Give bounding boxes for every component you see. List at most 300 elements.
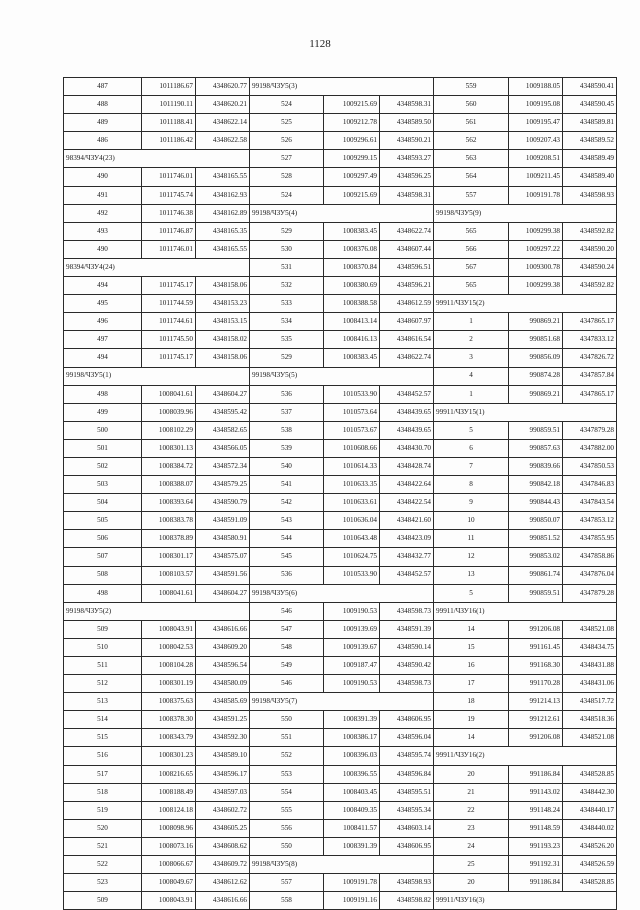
x-coordinate-cell: 990856.09	[509, 349, 563, 367]
x-coordinate-cell: 991192.31	[509, 856, 563, 874]
x-coordinate-cell: 1008396.03	[324, 747, 380, 765]
y-coordinate-cell: 4348596.17	[196, 765, 250, 783]
table-row	[64, 385, 617, 403]
parcel-label-cell: 99911/ЧЗУ16(2)	[434, 747, 617, 765]
x-coordinate-cell: 1008393.64	[142, 494, 196, 512]
x-coordinate-cell: 991148.59	[509, 819, 563, 837]
x-coordinate-cell: 991206.08	[509, 620, 563, 638]
y-coordinate-cell: 4348162.89	[196, 204, 250, 222]
x-coordinate-cell: 1008409.35	[324, 801, 380, 819]
point-number-cell: 500	[64, 421, 142, 439]
x-coordinate-cell: 1008124.18	[142, 801, 196, 819]
table-row	[64, 240, 617, 258]
table-row	[64, 711, 617, 729]
point-number-cell: 513	[64, 693, 142, 711]
x-coordinate-cell: 991212.61	[509, 711, 563, 729]
y-coordinate-cell: 4348580.91	[196, 530, 250, 548]
point-number-cell: 502	[64, 457, 142, 475]
x-coordinate-cell: 991206.08	[509, 729, 563, 747]
x-coordinate-cell: 1008041.61	[142, 385, 196, 403]
y-coordinate-cell: 4348165.55	[196, 240, 250, 258]
y-coordinate-cell: 4348620.77	[196, 78, 250, 96]
point-number-cell: 21	[434, 783, 509, 801]
point-number-cell: 507	[64, 548, 142, 566]
point-number-cell: 546	[250, 675, 324, 693]
point-number-cell: 526	[250, 132, 324, 150]
y-coordinate-cell: 4348589.49	[563, 150, 617, 168]
y-coordinate-cell: 4348162.93	[196, 186, 250, 204]
point-number-cell: 5	[434, 584, 509, 602]
x-coordinate-cell: 1010533.90	[324, 385, 380, 403]
point-number-cell: 547	[250, 620, 324, 638]
point-number-cell: 493	[64, 222, 142, 240]
y-coordinate-cell: 4348622.74	[380, 222, 434, 240]
table-row	[64, 657, 617, 675]
x-coordinate-cell: 1008098.96	[142, 819, 196, 837]
point-number-cell: 548	[250, 638, 324, 656]
x-coordinate-cell: 990853.02	[509, 548, 563, 566]
parcel-label-cell: 99911/ЧЗУ16(1)	[434, 602, 617, 620]
point-number-cell: 10	[434, 512, 509, 530]
table-row	[64, 512, 617, 530]
x-coordinate-cell: 1008039.96	[142, 403, 196, 421]
x-coordinate-cell: 1009195.08	[509, 96, 563, 114]
table-row	[64, 277, 617, 295]
point-number-cell: 521	[64, 837, 142, 855]
y-coordinate-cell: 4348593.27	[380, 150, 434, 168]
y-coordinate-cell: 4348598.31	[380, 186, 434, 204]
point-number-cell: 534	[250, 313, 324, 331]
y-coordinate-cell: 4347855.95	[563, 530, 617, 548]
table-row	[64, 783, 617, 801]
x-coordinate-cell: 1010633.61	[324, 494, 380, 512]
y-coordinate-cell: 4348165.35	[196, 222, 250, 240]
point-number-cell: 518	[64, 783, 142, 801]
x-coordinate-cell: 1010573.64	[324, 403, 380, 421]
x-coordinate-cell: 1008416.13	[324, 331, 380, 349]
point-number-cell: 2	[434, 331, 509, 349]
y-coordinate-cell: 4348158.06	[196, 277, 250, 295]
y-coordinate-cell: 4347865.17	[563, 385, 617, 403]
point-number-cell: 538	[250, 421, 324, 439]
x-coordinate-cell: 1009299.38	[509, 277, 563, 295]
point-number-cell: 537	[250, 403, 324, 421]
y-coordinate-cell: 4348440.17	[563, 801, 617, 819]
point-number-cell: 556	[250, 819, 324, 837]
table-row	[64, 96, 617, 114]
point-number-cell: 532	[250, 277, 324, 295]
x-coordinate-cell: 1009299.38	[509, 222, 563, 240]
y-coordinate-cell: 4348609.72	[196, 856, 250, 874]
y-coordinate-cell: 4348612.59	[380, 295, 434, 313]
y-coordinate-cell: 4348432.77	[380, 548, 434, 566]
x-coordinate-cell: 990857.63	[509, 439, 563, 457]
x-coordinate-cell: 1009215.69	[324, 96, 380, 114]
point-number-cell: 530	[250, 240, 324, 258]
table-row	[64, 349, 617, 367]
x-coordinate-cell: 991148.24	[509, 801, 563, 819]
table-row	[64, 186, 617, 204]
x-coordinate-cell: 1009211.45	[509, 168, 563, 186]
table-row	[64, 765, 617, 783]
point-number-cell: 520	[64, 819, 142, 837]
point-number-cell: 509	[64, 620, 142, 638]
point-number-cell: 557	[434, 186, 509, 204]
table-row	[64, 620, 617, 638]
point-number-cell: 18	[434, 693, 509, 711]
point-number-cell: 506	[64, 530, 142, 548]
y-coordinate-cell: 4348591.25	[196, 711, 250, 729]
table-row	[64, 638, 617, 656]
x-coordinate-cell: 990844.43	[509, 494, 563, 512]
point-number-cell: 510	[64, 638, 142, 656]
x-coordinate-cell: 1009191.78	[324, 874, 380, 892]
parcel-label-cell: 99198/ЧЗУ5(6)	[250, 584, 434, 602]
table-row	[64, 837, 617, 855]
x-coordinate-cell: 1009207.43	[509, 132, 563, 150]
y-coordinate-cell: 4348442.30	[563, 783, 617, 801]
y-coordinate-cell: 4348421.60	[380, 512, 434, 530]
point-number-cell: 15	[434, 638, 509, 656]
parcel-label-cell: 99198/ЧЗУ5(8)	[250, 856, 434, 874]
x-coordinate-cell: 1008375.63	[142, 693, 196, 711]
parcel-label-cell: 99911/ЧЗУ16(3)	[434, 892, 617, 910]
y-coordinate-cell: 4347879.28	[563, 421, 617, 439]
point-number-cell: 533	[250, 295, 324, 313]
y-coordinate-cell: 4348423.09	[380, 530, 434, 548]
point-number-cell: 539	[250, 439, 324, 457]
point-number-cell: 524	[250, 186, 324, 204]
x-coordinate-cell: 1008301.13	[142, 439, 196, 457]
point-number-cell: 555	[250, 801, 324, 819]
point-number-cell: 565	[434, 277, 509, 295]
y-coordinate-cell: 4348590.41	[563, 78, 617, 96]
point-number-cell: 494	[64, 277, 142, 295]
y-coordinate-cell: 4348598.73	[380, 675, 434, 693]
table-row	[64, 258, 617, 276]
y-coordinate-cell: 4348622.74	[380, 349, 434, 367]
x-coordinate-cell: 990859.51	[509, 584, 563, 602]
x-coordinate-cell: 990850.07	[509, 512, 563, 530]
y-coordinate-cell: 4348595.51	[380, 783, 434, 801]
table-row	[64, 313, 617, 331]
y-coordinate-cell: 4348590.45	[563, 96, 617, 114]
x-coordinate-cell: 1008391.39	[324, 711, 380, 729]
y-coordinate-cell: 4348598.93	[380, 874, 434, 892]
x-coordinate-cell: 1010624.75	[324, 548, 380, 566]
x-coordinate-cell: 990869.21	[509, 385, 563, 403]
point-number-cell: 488	[64, 96, 142, 114]
y-coordinate-cell: 4348158.06	[196, 349, 250, 367]
point-number-cell: 517	[64, 765, 142, 783]
parcel-label-cell: 99198/ЧЗУ5(1)	[64, 367, 250, 385]
x-coordinate-cell: 1008301.23	[142, 747, 196, 765]
point-number-cell: 25	[434, 856, 509, 874]
point-number-cell: 505	[64, 512, 142, 530]
y-coordinate-cell: 4348589.40	[563, 168, 617, 186]
point-number-cell: 567	[434, 258, 509, 276]
table-row	[64, 204, 617, 222]
x-coordinate-cell: 1008413.14	[324, 313, 380, 331]
y-coordinate-cell: 4348605.25	[196, 819, 250, 837]
x-coordinate-cell: 1010643.48	[324, 530, 380, 548]
y-coordinate-cell: 4348604.27	[196, 584, 250, 602]
point-number-cell: 554	[250, 783, 324, 801]
y-coordinate-cell: 4348590.42	[380, 657, 434, 675]
point-number-cell: 489	[64, 114, 142, 132]
x-coordinate-cell: 1011746.38	[142, 204, 196, 222]
x-coordinate-cell: 1008043.91	[142, 892, 196, 910]
point-number-cell: 9	[434, 494, 509, 512]
x-coordinate-cell: 1009296.61	[324, 132, 380, 150]
point-number-cell: 542	[250, 494, 324, 512]
point-number-cell: 514	[64, 711, 142, 729]
x-coordinate-cell: 991170.28	[509, 675, 563, 693]
y-coordinate-cell: 4348590.24	[563, 258, 617, 276]
x-coordinate-cell: 1008042.53	[142, 638, 196, 656]
table-row	[64, 548, 617, 566]
y-coordinate-cell: 4348428.74	[380, 457, 434, 475]
y-coordinate-cell: 4348622.58	[196, 132, 250, 150]
x-coordinate-cell: 1008391.39	[324, 837, 380, 855]
point-number-cell: 17	[434, 675, 509, 693]
x-coordinate-cell: 1008103.57	[142, 566, 196, 584]
y-coordinate-cell: 4348598.73	[380, 602, 434, 620]
y-coordinate-cell: 4348579.25	[196, 476, 250, 494]
table-row	[64, 693, 617, 711]
point-number-cell: 509	[64, 892, 142, 910]
x-coordinate-cell: 1009190.53	[324, 675, 380, 693]
y-coordinate-cell: 4348590.14	[380, 638, 434, 656]
y-coordinate-cell: 4348598.82	[380, 892, 434, 910]
y-coordinate-cell: 4348603.14	[380, 819, 434, 837]
x-coordinate-cell: 1008104.28	[142, 657, 196, 675]
y-coordinate-cell: 4348607.44	[380, 240, 434, 258]
x-coordinate-cell: 1008384.72	[142, 457, 196, 475]
x-coordinate-cell: 1008378.89	[142, 530, 196, 548]
y-coordinate-cell: 4348591.56	[196, 566, 250, 584]
y-coordinate-cell: 4347879.28	[563, 584, 617, 602]
x-coordinate-cell: 1009188.05	[509, 78, 563, 96]
x-coordinate-cell: 991143.02	[509, 783, 563, 801]
parcel-label-cell: 98394/ЧЗУ4(23)	[64, 150, 250, 168]
parcel-label-cell: 99198/ЧЗУ5(2)	[64, 602, 250, 620]
y-coordinate-cell: 4348607.97	[380, 313, 434, 331]
y-coordinate-cell: 4348622.14	[196, 114, 250, 132]
parcel-label-cell: 99198/ЧЗУ5(5)	[250, 367, 434, 385]
point-number-cell: 22	[434, 801, 509, 819]
x-coordinate-cell: 990842.18	[509, 476, 563, 494]
x-coordinate-cell: 991161.45	[509, 638, 563, 656]
y-coordinate-cell: 4348620.21	[196, 96, 250, 114]
page-number: 1128	[309, 38, 331, 50]
x-coordinate-cell: 1010608.66	[324, 439, 380, 457]
table-row	[64, 675, 617, 693]
x-coordinate-cell: 1009208.51	[509, 150, 563, 168]
y-coordinate-cell: 4348590.21	[380, 132, 434, 150]
y-coordinate-cell: 4348430.70	[380, 439, 434, 457]
point-number-cell: 1	[434, 313, 509, 331]
y-coordinate-cell: 4348153.23	[196, 295, 250, 313]
table-body	[64, 78, 617, 910]
point-number-cell: 24	[434, 837, 509, 855]
y-coordinate-cell: 4348616.66	[196, 620, 250, 638]
point-number-cell: 4	[434, 367, 509, 385]
point-number-cell: 492	[64, 204, 142, 222]
y-coordinate-cell: 4348591.39	[380, 620, 434, 638]
y-coordinate-cell: 4348572.34	[196, 457, 250, 475]
point-number-cell: 487	[64, 78, 142, 96]
y-coordinate-cell: 4348596.84	[380, 765, 434, 783]
y-coordinate-cell: 4348595.74	[380, 747, 434, 765]
y-coordinate-cell: 4348591.09	[196, 512, 250, 530]
table-row	[64, 892, 617, 910]
x-coordinate-cell: 1011746.87	[142, 222, 196, 240]
y-coordinate-cell: 4348439.65	[380, 403, 434, 421]
point-number-cell: 14	[434, 620, 509, 638]
table-row	[64, 114, 617, 132]
y-coordinate-cell: 4347882.00	[563, 439, 617, 457]
y-coordinate-cell: 4348592.30	[196, 729, 250, 747]
y-coordinate-cell: 4348598.93	[563, 186, 617, 204]
x-coordinate-cell: 1009191.78	[509, 186, 563, 204]
table-row	[64, 602, 617, 620]
y-coordinate-cell: 4347850.53	[563, 457, 617, 475]
table-row	[64, 439, 617, 457]
point-number-cell: 558	[250, 892, 324, 910]
table-row	[64, 168, 617, 186]
point-number-cell: 536	[250, 566, 324, 584]
x-coordinate-cell: 1009190.53	[324, 602, 380, 620]
x-coordinate-cell: 990869.21	[509, 313, 563, 331]
parcel-label-cell: 99198/ЧЗУ5(3)	[250, 78, 434, 96]
table-row	[64, 856, 617, 874]
y-coordinate-cell: 4347853.12	[563, 512, 617, 530]
point-number-cell: 549	[250, 657, 324, 675]
point-number-cell: 515	[64, 729, 142, 747]
x-coordinate-cell: 1011745.17	[142, 277, 196, 295]
y-coordinate-cell: 4348585.69	[196, 693, 250, 711]
x-coordinate-cell: 1011744.61	[142, 313, 196, 331]
point-number-cell: 540	[250, 457, 324, 475]
point-number-cell: 20	[434, 874, 509, 892]
point-number-cell: 496	[64, 313, 142, 331]
table-row	[64, 494, 617, 512]
x-coordinate-cell: 1010533.90	[324, 566, 380, 584]
point-number-cell: 14	[434, 729, 509, 747]
y-coordinate-cell: 4347857.84	[563, 367, 617, 385]
y-coordinate-cell: 4347833.12	[563, 331, 617, 349]
x-coordinate-cell: 1008383.45	[324, 349, 380, 367]
table-row	[64, 584, 617, 602]
y-coordinate-cell: 4348589.10	[196, 747, 250, 765]
x-coordinate-cell: 1008403.45	[324, 783, 380, 801]
table-row	[64, 747, 617, 765]
point-number-cell: 525	[250, 114, 324, 132]
point-number-cell: 3	[434, 349, 509, 367]
x-coordinate-cell: 1011190.11	[142, 96, 196, 114]
point-number-cell: 516	[64, 747, 142, 765]
table-row	[64, 530, 617, 548]
y-coordinate-cell: 4348595.34	[380, 801, 434, 819]
point-number-cell: 545	[250, 548, 324, 566]
y-coordinate-cell: 4348590.79	[196, 494, 250, 512]
point-number-cell: 503	[64, 476, 142, 494]
y-coordinate-cell: 4348604.27	[196, 385, 250, 403]
y-coordinate-cell: 4348582.65	[196, 421, 250, 439]
point-number-cell: 499	[64, 403, 142, 421]
point-number-cell: 562	[434, 132, 509, 150]
point-number-cell: 535	[250, 331, 324, 349]
y-coordinate-cell: 4348431.88	[563, 657, 617, 675]
x-coordinate-cell: 1011744.59	[142, 295, 196, 313]
y-coordinate-cell: 4348440.02	[563, 819, 617, 837]
y-coordinate-cell: 4348596.21	[380, 277, 434, 295]
point-number-cell: 527	[250, 150, 324, 168]
parcel-label-cell: 99911/ЧЗУ15(2)	[434, 295, 617, 313]
table-row	[64, 132, 617, 150]
table-row	[64, 566, 617, 584]
point-number-cell: 495	[64, 295, 142, 313]
x-coordinate-cell: 991186.84	[509, 874, 563, 892]
x-coordinate-cell: 1010573.67	[324, 421, 380, 439]
y-coordinate-cell: 4348589.50	[380, 114, 434, 132]
point-number-cell: 13	[434, 566, 509, 584]
point-number-cell: 524	[250, 96, 324, 114]
y-coordinate-cell: 4348596.04	[380, 729, 434, 747]
x-coordinate-cell: 990874.28	[509, 367, 563, 385]
point-number-cell: 23	[434, 819, 509, 837]
table-row	[64, 367, 617, 385]
x-coordinate-cell: 990861.74	[509, 566, 563, 584]
x-coordinate-cell: 1010633.35	[324, 476, 380, 494]
y-coordinate-cell: 4347876.04	[563, 566, 617, 584]
point-number-cell: 7	[434, 457, 509, 475]
x-coordinate-cell: 1008301.17	[142, 548, 196, 566]
point-number-cell: 541	[250, 476, 324, 494]
x-coordinate-cell: 1009297.22	[509, 240, 563, 258]
y-coordinate-cell: 4348517.72	[563, 693, 617, 711]
point-number-cell: 512	[64, 675, 142, 693]
x-coordinate-cell: 1009139.67	[324, 638, 380, 656]
point-number-cell: 566	[434, 240, 509, 258]
point-number-cell: 491	[64, 186, 142, 204]
y-coordinate-cell: 4347858.86	[563, 548, 617, 566]
point-number-cell: 511	[64, 657, 142, 675]
y-coordinate-cell: 4348590.20	[563, 240, 617, 258]
y-coordinate-cell: 4348616.54	[380, 331, 434, 349]
point-number-cell: 501	[64, 439, 142, 457]
table-row	[64, 729, 617, 747]
table-row	[64, 295, 617, 313]
y-coordinate-cell: 4348439.65	[380, 421, 434, 439]
x-coordinate-cell: 1010636.04	[324, 512, 380, 530]
y-coordinate-cell: 4347843.54	[563, 494, 617, 512]
parcel-label-cell: 99198/ЧЗУ5(9)	[434, 204, 617, 222]
x-coordinate-cell: 990851.68	[509, 331, 563, 349]
table-row	[64, 403, 617, 421]
x-coordinate-cell: 1008383.45	[324, 222, 380, 240]
point-number-cell: 498	[64, 584, 142, 602]
point-number-cell: 490	[64, 240, 142, 258]
point-number-cell: 12	[434, 548, 509, 566]
x-coordinate-cell: 1008388.07	[142, 476, 196, 494]
x-coordinate-cell: 991186.84	[509, 765, 563, 783]
point-number-cell: 11	[434, 530, 509, 548]
point-number-cell: 490	[64, 168, 142, 186]
y-coordinate-cell: 4348452.57	[380, 385, 434, 403]
table-row	[64, 222, 617, 240]
